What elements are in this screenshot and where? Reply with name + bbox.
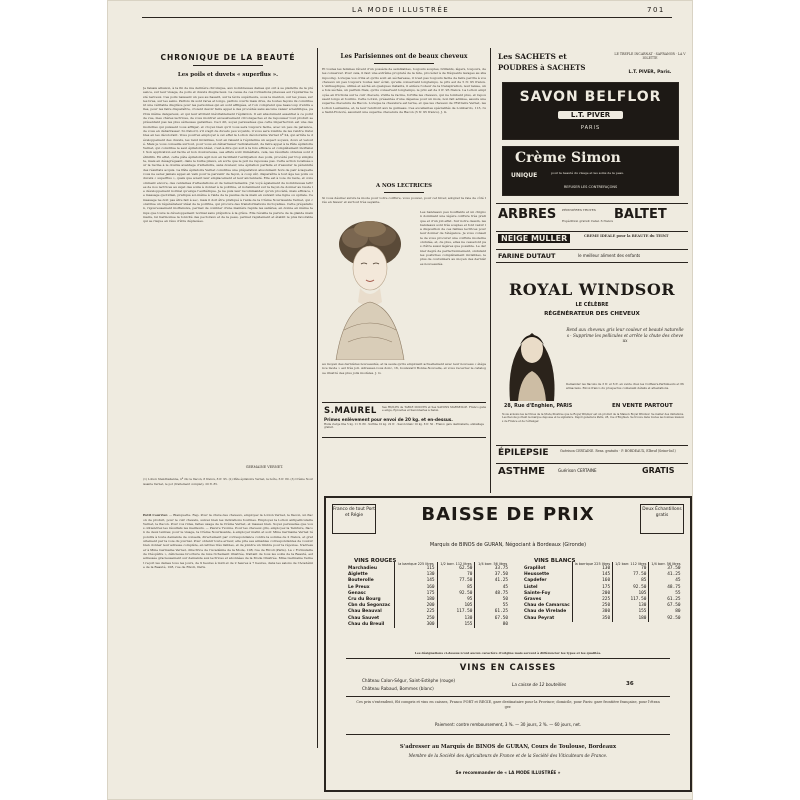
royal-windsor-advert: [496, 265, 688, 445]
wine-price: 350: [572, 616, 612, 622]
wine-name: Chau Beauval: [348, 609, 382, 615]
royal-windsor-celebre: LE CÉLÈBRE: [575, 302, 609, 308]
wine-name: Chau du Breuil: [348, 621, 385, 627]
franco-box: Franco de tout Port et Régie: [332, 504, 376, 534]
wine-price: 105: [437, 603, 475, 609]
royal-windsor-sale: EN VENTE PARTOUT: [612, 403, 673, 409]
caisse-row-2-name: Château Rabaud, Bommes (blanc): [362, 686, 434, 691]
wine-price: 155: [437, 622, 475, 628]
adresser-text: S'adresser au Marquis de BINOS de GURAN, Cours de Toulouse, Bordeaux: [399, 744, 617, 750]
royal-windsor-address: 28, Rue d'Enghien, PARIS: [504, 404, 573, 409]
neige-muller-advert: [496, 231, 688, 246]
petit-courrier: Petit Courrier. — Blanquette. Rep. Pour la chute des cheveux, employez la Lotion Vernet, le flacon, un flacon de produit, pour le cuir chevelu, suivez bien les indications fournies. Employez la Lotion antipelliculaire Vernet, le flacon. Pour vos rides, faites usage de la Crème Vernet, et massez bien. Soyez persuadée que vous obtiendrez les résultats les meilleurs. — Pauvre Yvonne. Pour les cheveux gris, employez la Teinture, flacon de deux teintes; pour le visage, la Crème Nourissante, à employer matin et soir. Mme Germaine Vernet répondra à toute demande de conseils, directement par correspondance contre la somme de 2 francs, et gratuitement par la voie du journal. Pour obtenir toute erreur, elle prie ses aimables correspondantes de vouloir bien donner leur adresse complète, en lettres très lisibles, et de joindre un timbre pour la réponse. S'adresser à Mme Germaine Vernet, directrice de l'Académie de la Mode, 108, rue de Rivoli (Paris). La « Formulaire de Cléopâtre », délicieuse brochure de luxe richement illustrée, traitant de tous les soins de la Beauté, est adressée gracieusement sur demande aux lectrices et abonnées de la Mode Illustrée. Mme Germaine Vernet reçoit les dames tous les jours, de 9 heures à midi et de 2 heures à 7 heures, dans les salons de l'Académie de la Beauté, 108, rue de Rivoli, Paris.: [143, 513, 313, 569]
epilepsie-advert: [496, 445, 688, 461]
parisiennes-rule: [374, 63, 434, 64]
sachets-line-2: POUDRES à SACHETS: [498, 63, 586, 72]
wine-price: 50: [475, 597, 510, 603]
epilepsie-line: Guérison CERTAINE. Rens. gratuits · P. BORDEAUX, Elbeuf (Seine-Inf.): [560, 449, 676, 453]
middle-column: [322, 53, 486, 438]
royal-windsor-claims: Rend aux cheveux gris leur couleur et beauté naturelles · Supprime les pellicules et arrête la chute des cheveux: [566, 327, 684, 344]
blancs-row: [522, 616, 683, 622]
wine-price: 67.50: [649, 603, 683, 609]
wine-price: 145: [572, 572, 612, 578]
wine-name: Chau Peyrat: [524, 615, 555, 621]
royal-windsor-regenerateur: RÉGÉNÉRATEUR DES CHEVEUX: [544, 311, 640, 317]
wine-price: 55: [475, 603, 510, 609]
chronique-body: Je faisais allusion, à la fin de ma dernière chronique, aux nombreuses dames qui ont à se plaindre de la présence, sur leur visage, de poils et duvets disgracieux. La cause de ces formations pileuses est l'épiderme resté nerveux. Ces poils naissent un peu au hasard, sur la lèvre supérieure, sous le menton, sur les joues, sur les bras, sur les seins. Parfois ils sont rares et longs, parfois courts mais drus, de toutes façons ils constituent une véritable disgrâce pour les personnes qui en sont affligées, et l'on comprend que beaucoup d'entre elles, pour les faire disparaître, croient devoir faire appel à des procédés sans aucune valeur scientifique, parfois même dangereux, et qui leur attirent inévitablement l'épilation. Il est absolument essentiel à ce point de vue, mes chères lectrices, de vous montrer excessivement circonspectes et de repousser tout produit se présentant pas les plus sérieuses garanties. Ceci dit, soyez persuadées que cette imperfection est une des moindres qui puissent vous affliger, et croyez bien qu'il vous sera toujours facile, avec un peu de patience, de vous en débarrasser. Si d'abord, s'il s'agit de duvets peu voyants, il vous sera loisible de les rendre invisibles en les décolorant. Vous pourrez employer à cet effet la Lotion décolorante Vernet nº 24, qui arrête le développement des duvets, les rend invisibles, tout en faisant à l'épiderme un aspect soyeux, doux et velouté. Mais je vous conseille surtout, pour vous en débarrasser radicalement, de faire appel à la Pâte épilatoire Vernet, qui constitue le seul épilatoire idéal, c'est-à-dire qui soit à la fois efficace et complètement inoffensif. Son application est facile et non douloureuse, ses effets sont immédiats, cela, les résultats obtenus sont définitifs. En effet, cette pâte épilatoire agit non en facilitant l'extirpation des poils, procédé par trop simpliste, mais en désagrégeant, dans le bulbe pileux, en sorte que le poil ne repousse pas. Cette action localisée sur la racine à le double avantage d'atteindre, sans douleur, une épilation parfaite et d'assurer la pérennité des résultats acquis. La Pâte épilatoire Vernet constitue une préparation absolument hors de pair à laquelle vous ne serez jamais appel en vain pour le parvenir de façon, à coup sûr, disparaître à tout âge les poils ou duvets « superflus », quels que soient leur emplacement et leur ancienneté. Elle est à voie du reste, et consomment encore, des centaines d'attestations et de remerciements. J'ai voyé également de nombreuses lettres de nos lectrices au sujet des soins à donner à la poitrine, et notamment sur la façon de donner au buste le développement normal qu'exige l'esthétique. Je ne puis leur recommander qu'un procédé, mais efficace, le massage quotidien, pratiqué soi-même à l'aide de la paume de la main en suivant une ligne ou spirale. Ce massage ne doit pas être fait à sec, mais il doit être pratiqué à l'aide de la Crème Nourissante Vernet, qui constitue un régénérateur idéal de la poitrine, qui procure des transformations incroyables. Cette préparation, rigoureusement inoffensive, permet de combler d'une manière rapide les salières, en donne en même temps que toute le développement normal sans préjudice à la grâce. Elle réveille la parure de la glande mammaire, lui harmonise la tonicité des pectoraux et de la peau, permet rapidement et établit le plus favorable qui se risque en réus d'être déplacées.: [143, 86, 313, 224]
farine-dutaut-title: FARINE DUTAUT: [498, 252, 556, 260]
baisse-de-prix-advert: [324, 496, 692, 792]
chronique-rule: [193, 65, 263, 66]
col-head-barrique: la barrique 225 litres: [395, 562, 437, 566]
wine-price: 160: [572, 578, 612, 584]
vins-blancs-table: [522, 562, 683, 622]
royal-windsor-woman-illustration: [504, 323, 560, 401]
wine-price: 175: [572, 585, 612, 591]
vins-blancs-title: VINS BLANCS: [534, 558, 576, 564]
royal-windsor-fine-print: Nous avisons les lectrices de la Mode Illustrée que le Royal Windsor est un produit de la Maison Royal Windsor. Se méfier des imitations. Les flacons portent la marque déposée et la signature. Dépôt général à Paris, 28, rue d'Enghien. Se trouve dans toutes les bonnes maisons de France et de l'étranger.: [502, 413, 684, 423]
wine-price: 70: [613, 566, 649, 572]
column-divider-left: [317, 48, 318, 748]
wine-price: 225: [395, 609, 437, 615]
neige-muller-title: NEIGE MULLER: [498, 234, 570, 243]
lectrices-closing: au moyen des dernières nouveautés, et la seule qu'ils emploient actuellement avec leur nouveau « élégance mode » est très joli. Adressez-vous donc, 16, boulevard Bonne-Nouvelle, et vous recevrez le catalogue illustré des plus jolis modèles. J. G.: [322, 362, 486, 375]
farine-dutaut-rest: le meilleur aliment des enfants: [578, 253, 641, 258]
wine-name: Cbn du Segonzac: [348, 603, 391, 609]
wine-price: 85: [437, 585, 475, 591]
woman-portrait-illustration: [322, 210, 417, 360]
maurel-prime-line: Primes enlèvement pour envoi de 20 kg. et en-dessus.: [324, 417, 453, 422]
caisse-quantity: La caisse de 12 bouteilles: [512, 682, 567, 687]
chronique-subtitle: Les poils et duvets « superflus ».: [177, 72, 279, 78]
wine-name: Genasc: [348, 590, 366, 596]
wine-price: 117.50: [437, 609, 475, 615]
lectrices-title: A NOS LECTRICES: [376, 183, 432, 189]
page-number: 701: [647, 6, 665, 14]
wine-price: 37.50: [475, 572, 510, 578]
wine-price: 92.50: [649, 616, 683, 622]
wine-price: 95: [437, 597, 475, 603]
maurel-products: Ses HUILES de TABLE DOUCES et Ses SAVONS MARSEILLE. Franco ganse exigé, Épiceries et Savonneries à Salon.: [382, 406, 486, 413]
designation-note: Les désignations ci-dessus n'ont aucun caractère d'origine mais servent à différencier les types et les qualités.: [414, 651, 602, 655]
wine-price: 180: [613, 616, 649, 622]
col-head-barrique: la barrique 225 litres: [572, 562, 612, 566]
wine-price: 61.25: [475, 609, 510, 615]
wine-price: 300: [572, 609, 612, 615]
chronique-title: CHRONIQUE DE LA BEAUTÉ: [160, 53, 296, 62]
wine-price: 80: [649, 609, 683, 615]
col-head-quart: 1/4 barr. 56 litres: [649, 562, 683, 566]
wine-name: Graves: [524, 597, 542, 603]
recommande-text: Se recommander de « LA MODE ILLUSTRÉE »: [455, 770, 561, 775]
wine-price: 41.25: [475, 578, 510, 584]
chronique-column: [143, 53, 313, 768]
arbres-title: ARBRES: [498, 207, 557, 222]
wine-name: Aiglette: [348, 572, 368, 578]
sachets-advert: [496, 50, 688, 80]
wine-price: 250: [572, 603, 612, 609]
wine-price: 48.75: [475, 591, 510, 597]
wine-name: Graplilot: [524, 566, 546, 571]
franco-rule: [346, 696, 670, 697]
creme-simon-tagline: pour la beauté du visage et les soins de la peau.: [551, 171, 625, 175]
wine-price: 92.50: [613, 585, 649, 591]
wine-price: 155: [613, 609, 649, 615]
wine-price: 130: [437, 616, 475, 622]
lectrices-rule: [384, 192, 424, 193]
caisse-price: 36: [626, 681, 634, 687]
maurel-prices: Huile vierge fine 5 kg. 11 fr. 80 · Surfine 10 kg. 22 fr. · Savon blanc 10 kg. 8 fr. 50 · Franco gare destinataire, emballage gratuit.: [324, 423, 484, 429]
wine-price: 117.50: [613, 597, 649, 603]
wine-price: 145: [395, 578, 437, 584]
caisses-rule: [346, 658, 670, 659]
asthme-title: ASTHME: [498, 466, 545, 477]
arbres-sub: Expédition gratuit Catal. 6 francs: [562, 219, 614, 223]
savon-belflor-brand: L.T. PIVER: [558, 111, 623, 119]
asthme-advert: [496, 463, 688, 481]
petit-courrier-heading: Petit Courrier.: [143, 513, 168, 518]
wine-name: Marchadieu: [348, 566, 377, 571]
wine-price: 92.50: [437, 591, 475, 597]
rouges-row: [346, 622, 510, 628]
wine-name: Cru du Bourg: [348, 597, 381, 603]
wine-price: 175: [395, 591, 437, 597]
echantillons-box: Deux Échantillons gratis: [640, 504, 684, 534]
wine-price: 200: [572, 591, 612, 597]
arbres-baltet-name: BALTET: [614, 207, 667, 222]
wine-price: 130: [572, 566, 612, 572]
creme-simon-title: Crème Simon: [515, 150, 621, 166]
col-head-demi: 1/2 barr. 112 litres: [437, 562, 475, 566]
asthme-line: Guérison CERTAINE: [558, 468, 597, 473]
wine-name: Le Preux: [348, 584, 370, 590]
paiement-text: Paiement: contre remboursement, 3 %. — 30 jours, 2 %. — 60 jours, net.: [434, 722, 582, 727]
arbres-baltet-advert: [496, 203, 688, 226]
wine-price: 225: [572, 597, 612, 603]
royal-windsor-title: ROYAL WINDSOR: [508, 280, 676, 299]
sachets-perfumes: LE TRÈFLE INCARNAT · SAFRANOR · LA VIOLETTE: [614, 52, 686, 61]
wine-name: Chau de Camarsac: [524, 603, 570, 609]
parisiennes-title: Les Parisiennes ont de beaux cheveux: [340, 53, 468, 60]
maurel-name: S.MAUREL: [324, 406, 377, 416]
wine-price: 105: [613, 591, 649, 597]
wine-price: 200: [395, 603, 437, 609]
baisse-title: BAISSE DE PRIX: [421, 504, 595, 525]
chronique-signature: GERMAINE VERNET.: [245, 465, 283, 469]
wine-price: 48.75: [649, 585, 683, 591]
lectrices-side-text: Les bandeaux peu bouffants et un chignon dominant une légère coiffure très pratique et d'un joli effet. Sur notre dessin, les bandeaux sont très souples et font valoir la disposition de ces faibles lectrices pour leur donner de l'élégance. Je vous conseille de vous procurer une coiffure moderne ondulée, et, de plus, elles ne cesseront pas d'être aussi légères que possible. Le dernier degré de perfectionnement, ondulant les postiches complètement invisibles, le plus de coutumiers au moyen des dernières nouveautés.: [420, 210, 486, 266]
wine-price: 85: [613, 578, 649, 584]
footnote-1: (1) Lotion Stendhalienne, nº 24; le flacon, 8 francs, 8 fr. 95.: [143, 477, 228, 482]
col-head-demi: 1/2 barr. 112 litres: [613, 562, 649, 566]
wine-price: 115: [395, 566, 437, 572]
parisiennes-body: Et toutes les femmes rêvent d'un possède de semblables, toujours souples, brillants, légers, toujours, de les conserver. Pour cela, il faut une extrême propreté de la tête, procéder à de fréquents lavages au shampooing. Lorsque vos crins et qu'ils sont en sécheresse, il n'est pas toujours facile de faire perdre à vos cheveux un peu toujours toutes leur éclat, qu'elle conservant longtemps, le prix est de 5 fr. 95 francs. L'Antiseptique, utilisé et séché en quelques instants, il enlève l'odeur de la transpiration, leur laisse, une fois séchés, un parfum frais, qu'ils conservent longtemps, le prix est de 2 fr. 95 francs. La Lotion employée en frictions sur le cuir chevelu, vivifie la racine, fortifie les cheveux, qui ne tombent plus, et repoussent longs et fournis. Cette Lotion, présentée d'une dépense pour un mois, non fait admise, assure une superbe chevelure de Bacon. Lorsque la chevelure est terne, et que les cheveux de l'Extraire Vernet, les Lotion Lesbienne, et, la leur rendront aux la guimeau. Ces excellentes spécialités de Lombardo, 113, rue Saint-Honoré, assurent une superbe chevelure de Bacon (5 fr. 95 francs). J. G.: [322, 67, 486, 114]
asthme-gratis: GRATIS: [642, 466, 675, 475]
chronique-footnotes: (1) Lotion Stendhalienne, nº 24; le flacon, 8 francs, 8 fr. 95. (2) Pâte épilatoire Vernet, la boîte, 6 fr. 80. (3) Crème Nourissante Vernet, le pot (traitement complet), 20 fr. 85.: [143, 477, 313, 486]
wine-price: 250: [395, 616, 437, 622]
wine-name: Listel: [524, 584, 538, 590]
wine-price: 61.25: [649, 597, 683, 603]
wine-name: Sainte-Foy: [524, 590, 551, 596]
lectrices-intro: Si vous désirez suivre la mode pour votre coiffure, vous pouvez, pour cet hiver, adopter la raie de côté très en faveur et surtout très seyante.: [322, 196, 486, 205]
wine-price: 77.50: [613, 572, 649, 578]
wine-price: 77.50: [437, 578, 475, 584]
wine-price: 62.50: [437, 566, 475, 572]
wine-price: 45: [649, 578, 683, 584]
merchant-line: Marquis de BINOS de GURAN, Négociant à Bordeaux (Gironde): [429, 542, 587, 548]
wine-price: 67.50: [475, 616, 510, 622]
wine-name: Bouterolle: [348, 578, 374, 584]
wine-price: 80: [475, 622, 510, 628]
wine-price: 41.25: [649, 572, 683, 578]
wine-name: Chau de Virelade: [524, 609, 567, 615]
savon-belflor-city: PARIS: [580, 125, 601, 131]
caisse-row-1-name: Château Calon-Ségur, Saint-Estèphe (rouge): [362, 678, 456, 683]
vins-rouges-table: [346, 562, 510, 628]
vins-en-caisses-title: VINS EN CAISSES: [459, 663, 557, 673]
wine-price: 37.50: [649, 566, 683, 572]
wine-price: 130: [395, 572, 437, 578]
vins-rouges-title: VINS ROUGES: [354, 558, 397, 564]
neige-muller-tagline: CRÈME IDÉALE pour la BEAUTÉ du TEINT: [584, 234, 669, 238]
wine-name: Capdefer: [524, 578, 547, 584]
creme-simon-unique: UNIQUE: [511, 172, 538, 179]
royal-windsor-details: Demander les flacons de 3 fr. et 6 fr. en vente chez les Coiffeurs-Parfumeurs et Pharmaciens. Envoi franco du prospectus contenant détails et attestations.: [566, 383, 684, 390]
wine-price: 300: [395, 622, 437, 628]
wine-name: Heussette: [524, 572, 550, 578]
wine-price: 33.75: [475, 566, 510, 572]
membre-text: Membre de la Société des Agriculteurs de France et de la Société des Viticulteurs de France.: [408, 753, 608, 758]
creme-simon-advert: [502, 146, 679, 196]
wine-price: 160: [395, 585, 437, 591]
magazine-page: [107, 0, 693, 800]
wine-price: 130: [613, 603, 649, 609]
epilepsie-title: ÉPILEPSIE: [498, 448, 549, 458]
savon-belflor-advert: [502, 82, 679, 140]
creme-simon-refuse: REFUSER LES CONTREFAÇONS: [563, 185, 618, 189]
franco-text: Ces prix s'entendent, fût compris et vins en caisses, Franco PORT et RÉGIE, gare destinataire pour la Province; domicile, pour Paris: gare frontière française, pour l'étranger.: [356, 700, 660, 709]
wine-price: 45: [475, 585, 510, 591]
arbres-pepinieres: PÉPINIÈRES TROYES: [562, 208, 596, 212]
wine-name: Chau Sauvet: [348, 615, 380, 621]
header-rule: [142, 17, 672, 18]
maurel-advert: [322, 402, 486, 438]
sachets-brand: L.T. PIVER, Paris.: [628, 70, 672, 75]
farine-dutaut-advert: [496, 249, 688, 263]
magazine-title: LA MODE ILLUSTRÉE: [352, 6, 450, 14]
wine-price: 55: [649, 591, 683, 597]
lectrices-illustration-block: [322, 210, 486, 360]
column-divider-right: [490, 48, 491, 493]
wine-price: 70: [437, 572, 475, 578]
adresser-rule: [346, 734, 670, 735]
col-head-quart: 1/4 barr. 56 litres: [475, 562, 510, 566]
sachets-line-1: Les SACHETS et: [498, 52, 567, 61]
wine-price: 180: [395, 597, 437, 603]
savon-belflor-title: SAVON BELFLOR: [519, 89, 662, 105]
lectrices-signature: J. G.: [375, 370, 382, 375]
